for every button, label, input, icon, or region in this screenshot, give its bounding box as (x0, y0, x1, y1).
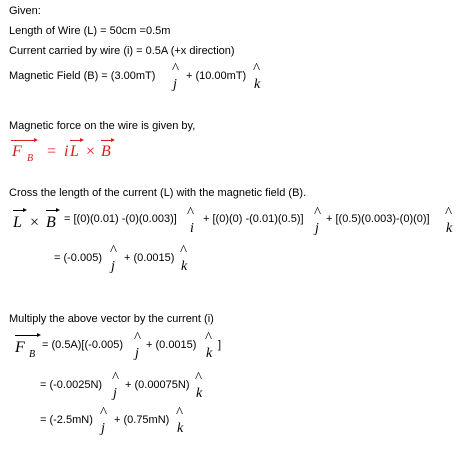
unit-j: j (113, 386, 117, 401)
unit-k: k (254, 77, 261, 92)
force-intro: Magnetic force on the wire is given by, (9, 120, 196, 132)
unit-hat: ^ (180, 243, 188, 259)
unit-k: k (206, 346, 213, 361)
unit-hat: ^ (253, 61, 261, 77)
cross-symbol: × (30, 214, 40, 231)
force-F: F (12, 143, 22, 160)
multiply-step2b: + (0.00075N) (125, 379, 190, 391)
unit-hat: ^ (445, 205, 453, 221)
given-field-prefix: Magnetic Field (B) = (3.00mT) (9, 70, 156, 82)
cross-expr2: + [(0)(0) -(0.01)(0.5)] (203, 213, 304, 225)
unit-k: k (177, 421, 184, 436)
cross-intro: Cross the length of the current (L) with the magnetic field (B). (9, 187, 307, 199)
unit-j: j (111, 259, 115, 274)
unit-hat: ^ (176, 405, 184, 421)
unit-hat: ^ (314, 205, 322, 221)
unit-j: j (135, 346, 139, 361)
unit-k: k (196, 386, 203, 401)
multiply-expr1: = (0.5A)[(-0.005) (42, 339, 124, 351)
unit-k: k (181, 259, 188, 274)
multiply-step2a: = (-0.0025N) (40, 379, 103, 391)
unit-hat: ^ (187, 205, 195, 221)
multiply-step3b: + (0.75mN) (114, 414, 170, 426)
cross-result2: + (0.0015) (124, 252, 175, 264)
unit-j: j (315, 221, 319, 236)
multiply-F: F (15, 339, 25, 356)
force-i: i (64, 143, 69, 160)
unit-j: j (173, 77, 177, 92)
unit-hat: ^ (195, 370, 203, 386)
given-current: Current carried by wire (i) = 0.5A (+x direction) (9, 45, 235, 57)
unit-j: j (101, 421, 105, 436)
unit-hat: ^ (172, 61, 180, 77)
force-equals: = (47, 143, 57, 160)
unit-k: k (446, 221, 453, 236)
cross-result1: = (-0.005) (54, 252, 102, 264)
multiply-intro: Multiply the above vector by the current (i) (9, 313, 214, 325)
unit-hat: ^ (134, 330, 142, 346)
force-cross: × (86, 143, 96, 160)
cross-B: B (46, 214, 56, 231)
given-field-plus: + (10.00mT) (186, 70, 247, 82)
unit-i: i (190, 221, 194, 236)
given-heading: Given: (9, 5, 41, 17)
cross-expr1: = [(0)(0.01) -(0)(0.003)] (64, 213, 177, 225)
multiply-step3a: = (-2.5mN) (40, 414, 93, 426)
unit-hat: ^ (100, 405, 108, 421)
multiply-B-sub: B (29, 349, 36, 360)
multiply-expr2: + (0.0015) (146, 339, 197, 351)
unit-hat: ^ (110, 243, 118, 259)
cross-L: L (13, 214, 22, 231)
unit-hat: ^ (112, 370, 120, 386)
force-B-sub: B (27, 153, 34, 164)
given-length: Length of Wire (L) = 50cm =0.5m (9, 25, 171, 37)
force-B: B (101, 143, 111, 160)
multiply-expr-close: ] (218, 339, 222, 351)
force-L: L (70, 143, 79, 160)
cross-expr3: + [(0.5)(0.003)-(0)(0)] (326, 213, 430, 225)
unit-hat: ^ (205, 330, 213, 346)
